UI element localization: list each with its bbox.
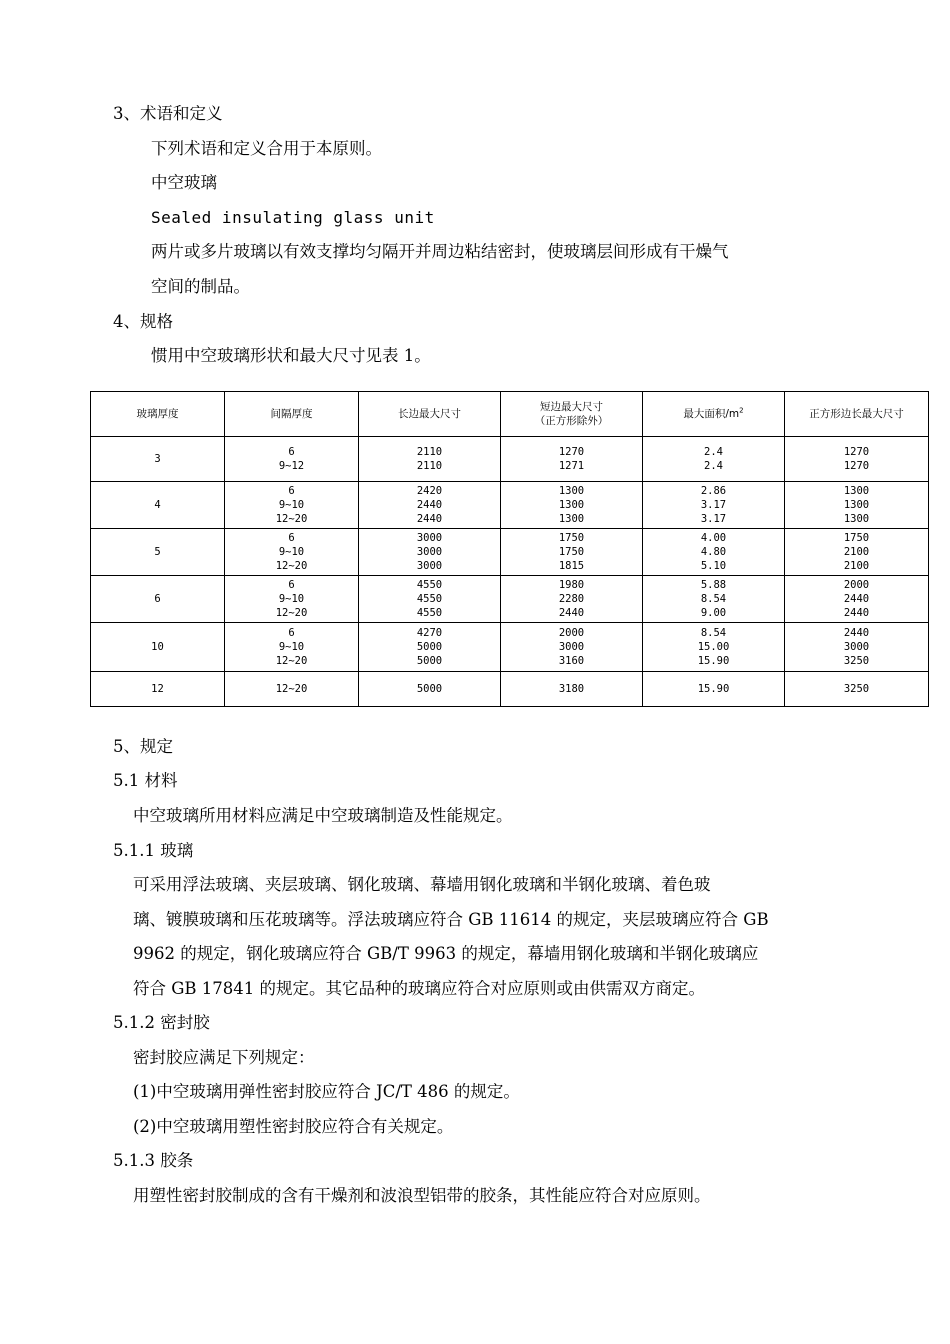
cell-value: 2440	[558, 607, 585, 619]
cell-value: 1750	[843, 532, 870, 544]
cell-value: 4550	[416, 607, 443, 619]
cell-value: 5.88	[700, 579, 727, 591]
header-glass-thickness: 玻璃厚度	[91, 392, 225, 437]
cell-value: 12~20	[275, 655, 308, 667]
section-5-1-3-heading: 5.1.3 胶条	[113, 1151, 194, 1170]
section-5-1-2-item-1: (1)中空玻璃用弹性密封胶应符合 JC/T 486 的规定。	[133, 1082, 520, 1101]
cell-value: 1271	[558, 460, 585, 472]
cell-value: 1270	[843, 460, 870, 472]
cell-value: 4550	[416, 593, 443, 605]
cell-value: 15.90	[697, 655, 730, 667]
cell-area	[643, 482, 785, 529]
cell-gap	[225, 482, 359, 529]
cell-value: 1270	[843, 446, 870, 458]
cell-square	[785, 529, 929, 576]
section-5-1-1-line-3: 9962 的规定，钢化玻璃应符合 GB/T 9963 的规定，幕墙用钢化玻璃和半钢化玻璃应	[133, 944, 759, 963]
section-4-intro: 惯用中空玻璃形状和最大尺寸见表 1。	[151, 346, 431, 365]
cell-value: 3.17	[700, 499, 727, 511]
cell-value: 3250	[843, 655, 870, 667]
cell-value: 9~10	[278, 641, 305, 653]
cell-value: 2100	[843, 546, 870, 558]
cell-value: 2.4	[704, 460, 723, 472]
cell-value: 9~10	[278, 499, 305, 511]
cell-value: 1300	[558, 485, 585, 497]
cell-area	[643, 672, 785, 707]
cell-value: 8.54	[700, 627, 727, 639]
cell-value: 12~20	[275, 560, 308, 572]
cell-value: 6	[288, 627, 295, 639]
cell-value: 9.00	[700, 607, 727, 619]
cell-value: 6	[288, 446, 295, 458]
cell-value: 12~20	[275, 607, 308, 619]
cell-value: 2440	[416, 499, 443, 511]
cell-value: 3000	[416, 560, 443, 572]
section-5-1-2-item-2: (2)中空玻璃用塑性密封胶应符合有关规定。	[133, 1117, 454, 1136]
cell-value: 2440	[843, 593, 870, 605]
cell-value: 9~12	[278, 460, 305, 472]
cell-square	[785, 576, 929, 623]
cell-value: 2100	[843, 560, 870, 572]
cell-value: 2110	[416, 460, 443, 472]
section-5-1-2-heading: 5.1.2 密封胶	[113, 1013, 210, 1032]
cell-value: 2280	[558, 593, 585, 605]
section-5-1-1-line-4: 符合 GB 17841 的规定。其它品种的玻璃应符合对应原则或由供需双方商定。	[133, 979, 706, 998]
table-row	[91, 437, 929, 482]
cell-area	[643, 623, 785, 672]
term-chinese: 中空玻璃	[151, 173, 217, 192]
table-row	[91, 576, 929, 623]
cell-value: 2.86	[700, 485, 727, 497]
cell-value: 2440	[843, 607, 870, 619]
cell-value: 2.4	[704, 446, 723, 458]
cell-long	[359, 482, 501, 529]
cell-glass-thickness: 10	[91, 623, 225, 672]
cell-value: 2000	[843, 579, 870, 591]
cell-short	[501, 437, 643, 482]
header-max-area-superscript: 2	[739, 406, 744, 415]
cell-value: 4550	[416, 579, 443, 591]
cell-value: 1300	[843, 513, 870, 525]
cell-value: 1300	[558, 513, 585, 525]
cell-gap	[225, 576, 359, 623]
cell-value: 15.00	[697, 641, 730, 653]
cell-short	[501, 529, 643, 576]
table-row	[91, 482, 929, 529]
section-4-heading: 4、规格	[113, 312, 173, 331]
cell-value: 9~10	[278, 593, 305, 605]
cell-short	[501, 482, 643, 529]
cell-value: 1750	[558, 532, 585, 544]
term-definition-line-1: 两片或多片玻璃以有效支撑均匀隔开并周边粘结密封，使玻璃层间形成有干燥气	[151, 242, 729, 261]
cell-value: 3000	[416, 546, 443, 558]
cell-value: 1300	[843, 499, 870, 511]
section-5-1-1-heading: 5.1.1 玻璃	[113, 841, 194, 860]
cell-value: 15.90	[697, 683, 730, 695]
cell-value: 5.10	[700, 560, 727, 572]
specification-table	[90, 391, 929, 707]
section-3-heading: 3、术语和定义	[113, 104, 223, 123]
cell-value: 12~20	[275, 683, 308, 695]
cell-gap	[225, 623, 359, 672]
section-3-intro: 下列术语和定义合用于本原则。	[151, 139, 382, 158]
table-body	[91, 437, 929, 707]
cell-glass-thickness: 5	[91, 529, 225, 576]
section-5-heading: 5、规定	[113, 737, 173, 756]
cell-value: 3000	[416, 532, 443, 544]
cell-value: 1300	[843, 485, 870, 497]
header-max-short-side	[501, 392, 643, 437]
cell-value: 5000	[416, 655, 443, 667]
header-max-area-text: 最大面积/m	[683, 408, 740, 420]
cell-value: 1815	[558, 560, 585, 572]
cell-value: 1980	[558, 579, 585, 591]
cell-gap	[225, 437, 359, 482]
cell-value: 3.17	[700, 513, 727, 525]
cell-value: 9~10	[278, 546, 305, 558]
section-5-1-3-text: 用塑性密封胶制成的含有干燥剂和波浪型铝带的胶条，其性能应符合对应原则。	[133, 1186, 711, 1205]
term-english: Sealed insulating glass unit	[151, 208, 435, 227]
cell-value: 5000	[416, 683, 443, 695]
cell-value: 4.80	[700, 546, 727, 558]
cell-gap	[225, 672, 359, 707]
section-5-1-1-line-2: 璃、镀膜玻璃和压花玻璃等。浮法玻璃应符合 GB 11614 的规定，夹层玻璃应符合 GB	[133, 910, 769, 929]
cell-value: 1300	[558, 499, 585, 511]
cell-value: 1750	[558, 546, 585, 558]
table-row	[91, 623, 929, 672]
cell-value: 3250	[843, 683, 870, 695]
cell-value: 3180	[558, 683, 585, 695]
cell-square	[785, 437, 929, 482]
cell-glass-thickness: 6	[91, 576, 225, 623]
cell-value: 3000	[843, 641, 870, 653]
cell-long	[359, 672, 501, 707]
cell-value: 2420	[416, 485, 443, 497]
cell-value: 2440	[843, 627, 870, 639]
cell-value: 2000	[558, 627, 585, 639]
cell-short	[501, 576, 643, 623]
cell-area	[643, 576, 785, 623]
cell-area	[643, 529, 785, 576]
cell-glass-thickness: 3	[91, 437, 225, 482]
header-max-long-side: 长边最大尺寸	[359, 392, 501, 437]
cell-gap	[225, 529, 359, 576]
section-5-1-heading: 5.1 材料	[113, 771, 178, 790]
cell-square	[785, 672, 929, 707]
cell-value: 3000	[558, 641, 585, 653]
cell-value: 8.54	[700, 593, 727, 605]
cell-area	[643, 437, 785, 482]
cell-value: 4.00	[700, 532, 727, 544]
header-max-area	[643, 392, 785, 437]
cell-long	[359, 576, 501, 623]
cell-square	[785, 482, 929, 529]
cell-short	[501, 623, 643, 672]
table-header-row	[91, 392, 929, 437]
cell-square	[785, 623, 929, 672]
cell-value: 5000	[416, 641, 443, 653]
table-row	[91, 529, 929, 576]
cell-value: 6	[288, 532, 295, 544]
cell-glass-thickness: 12	[91, 672, 225, 707]
cell-value: 3160	[558, 655, 585, 667]
header-max-square-side: 正方形边长最大尺寸	[785, 392, 929, 437]
cell-value: 2440	[416, 513, 443, 525]
term-definition-line-2: 空间的制品。	[151, 277, 250, 296]
cell-long	[359, 437, 501, 482]
cell-short	[501, 672, 643, 707]
cell-long	[359, 529, 501, 576]
table-row	[91, 672, 929, 707]
cell-value: 6	[288, 485, 295, 497]
section-5-1-2-intro: 密封胶应满足下列规定：	[133, 1048, 315, 1067]
section-5-1-text: 中空玻璃所用材料应满足中空玻璃制造及性能规定。	[133, 806, 513, 825]
cell-value: 4270	[416, 627, 443, 639]
cell-value: 1270	[558, 446, 585, 458]
header-spacer-thickness: 间隔厚度	[225, 392, 359, 437]
cell-value: 12~20	[275, 513, 308, 525]
header-max-short-side-line-1: 短边最大尺寸	[540, 401, 603, 413]
cell-value: 2110	[416, 446, 443, 458]
section-5-1-1-line-1: 可采用浮法玻璃、夹层玻璃、钢化玻璃、幕墙用钢化玻璃和半钢化玻璃、着色玻	[133, 875, 711, 894]
header-max-short-side-line-2: （正方形除外）	[534, 415, 609, 427]
cell-glass-thickness: 4	[91, 482, 225, 529]
cell-long	[359, 623, 501, 672]
cell-value: 6	[288, 579, 295, 591]
